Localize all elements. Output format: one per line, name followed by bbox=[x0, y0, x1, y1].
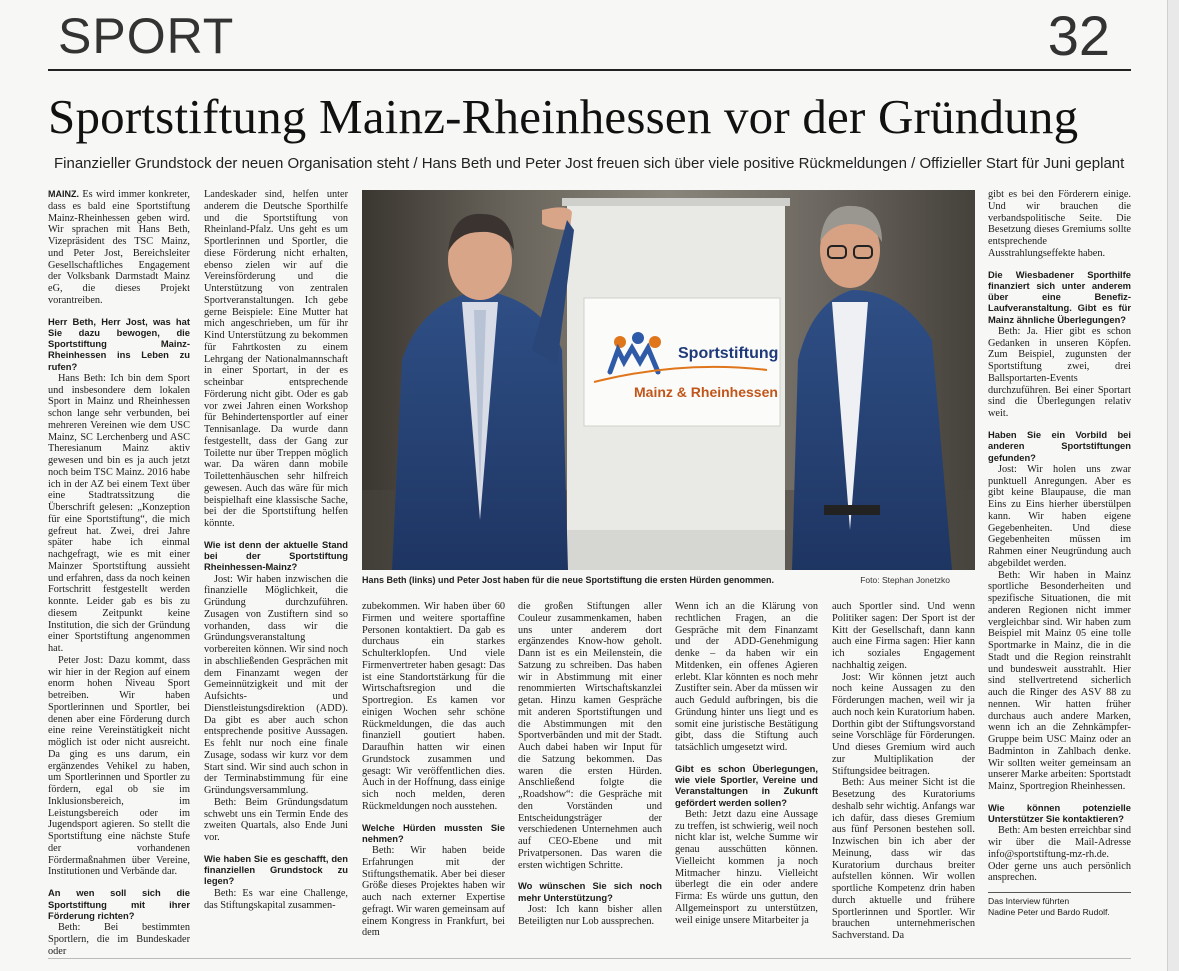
interview-answer: Beth: Am besten erreichbar sind wir über die Mail-Adresse info@sportstiftung-mz-rh.de. Oder gerne uns auch persönlich ansprechen. bbox=[988, 825, 1131, 884]
vertical-scrollbar[interactable] bbox=[1167, 0, 1179, 971]
bottom-rule bbox=[48, 958, 1131, 959]
interview-answer: Jost: Wir holen uns zwar punktuell Anregungen. Aber es gibt keine Blaupause, die man Eins zu Eins hierher überstülpen kann. Wir haben eigene Gegebenheiten. Und diese Gegebenheiten müssen im Rahmen einer Neugründung auch abgebildet werden. bbox=[988, 463, 1131, 569]
article-column-5 bbox=[675, 601, 818, 926]
article-column-7 bbox=[988, 189, 1131, 918]
intro-text: Es wird immer konkreter, dass es bald eine Sportstiftung Mainz-Rheinhessen geben wird. Wir sprachen mit Hans Beth, Vizepräsident des TSC Mainz, und Peter Jost, Bereichsleiter Gesellschaftliches Engagement der Volksbank Darmstadt Mainz eG, die dieses Projekt vorantreiben. bbox=[48, 189, 190, 306]
article-photo bbox=[362, 190, 975, 570]
dateline: MAINZ. bbox=[48, 189, 79, 199]
interview-answer: die großen Stiftungen aller Couleur zusammenkamen, haben uns unter anderem dort ergänzendes Know-how geholt. Dann ist es ein Meilenstein, die Satzung zu schreiben. Das haben wir in Abstimmung mit einer renommierten Wirtschaftskanzlei getan. Hinzu kamen Gespräche mit anderen Sportstiftungen und die Abstimmungen mit den Sportverbänden und mit der Stadt. Auch dabei haben wir Input für die Satzung bekommen. Das waren die ersten Hürden. Anschließend folgte die „Roadshow“: die Gespräche mit den Vorständen und Entscheidungsträger der verschiedenen Unternehmen auch auf CEO-Ebene und mit Privatpersonen. Das waren die ersten wichtigen Schritte. bbox=[518, 601, 662, 871]
interview-question: Die Wiesbadener Sporthilfe finanziert sich unter anderem über eine Benefiz-Laufveranstaltung. Gibt es für Mainz ähnliche Überlegungen? bbox=[988, 268, 1131, 325]
interview-answer: Beth: Wir haben beide Erfahrungen mit der Stiftungsthematik. Aber bei dieser Größe dieses Projektes haben wir auch nach externer Expertise gefragt. Wir waren gemeinsam auf einem Kongress in Frankfurt, bei dem bbox=[362, 845, 505, 939]
article-column-2 bbox=[204, 189, 348, 911]
banner-subtitle: Mainz & Rheinhessen bbox=[634, 384, 778, 400]
interview-question: Herr Beth, Herr Jost, was hat Sie dazu bewogen, die Sportstiftung Mainz-Rheinhessen ins Leben zu rufen? bbox=[48, 315, 190, 372]
interview-answer: Jost: Wir können jetzt auch noch keine Aussagen zu den Förderungen machen, weil wir ja auch noch kein Kuratorium haben. Dorthin gibt der Stiftungsvorstand seine Vorschläge für Förderungen. Und dieses Gremium wird auch zur Multiplikation der Stiftungsidee beitragen. bbox=[832, 671, 975, 777]
interview-answer: Beth: Beim Gründungsdatum schwebt uns ein Termin Ende des zweiten Quartals, also Ende Juni vor. bbox=[204, 796, 348, 844]
interview-answer: Jost: Ich kann bisher allen Beteiligten nur Lob aussprechen. bbox=[518, 903, 662, 927]
headline: Sportstiftung Mainz-Rheinhessen vor der Gründung bbox=[48, 89, 1079, 144]
interview-answer: Beth: Aus meiner Sicht ist die Besetzung des Kuratoriums deshalb sehr wichtig. Anfangs war ich dafür, dass dieses Gremium aus fünf Personen bestehen soll. Inzwischen bin ich aber der Meinung, dass wir das Kuratorium durchaus breiter aufstellen können. Wir wollen sportliche Kompetenz drin haben durch aktuelle und frühere Sportlerinnen und Sportler. Wir brauchen unternehmerischen Sachverstand. Da bbox=[832, 777, 975, 941]
article-column-4 bbox=[518, 601, 662, 927]
interview-question: Gibt es schon Überlegungen, wie viele Sportler, Vereine und Veranstaltungen in Zukunft gefördert werden sollen? bbox=[675, 762, 818, 808]
subheadline: Finanzieller Grundstock der neuen Organisation steht / Hans Beth und Peter Jost freuen sich über viele positive Rückmeldungen / Offizieller Start für Juni geplant bbox=[54, 155, 1125, 172]
credits-line: Nadine Peter und Bardo Rudolf. bbox=[988, 907, 1110, 918]
section-title: SPORT bbox=[58, 8, 235, 64]
interview-answer: gibt es bei den Förderern einige. Und wir brauchen die verbandspolitische Seite. Die Besetzung dieses Gremiums sollte entsprechende Ausstrahlungseffekte haben. bbox=[988, 189, 1131, 259]
interview-answer: Landeskader sind, helfen unter anderem die Deutsche Sporthilfe und die Sportstiftung von Rheinland-Pfalz. Uns geht es um Sportlerinnen und Sportler, die diese Förderung nicht erhalten, ebenso zielen wir auf die Vereinsförderung und die Unterstützung von zentralen Sportveranstaltungen. Ich gebe gerne Beispiele: Eine Mutter hat mich angeschrieben, um für ihr Kind Unterstützung zu bekommen für Fahrtkosten zu einem Lehrgang der Nationalmannschaft in einer Sportart, in der es scheinbar entsprechende Förderung nicht gibt. Oder es gab vor zwei Jahren einen Workshop für Behindertensportler auf einer Tennisanlage. Da wurde dann festgestellt, dass der Gang zur Toilette nur über Treppen möglich war. Da wären dann mobile Toilettenhäuschen sehr hilfreich gewesen. Auch das wäre für mich beispielhaft eine klassische Sache, bei der die Sportstiftung helfen könnte. bbox=[204, 189, 348, 529]
interview-answer: Beth: Wir haben in Mainz sportliche Besonderheiten und spezifische Situationen, die mit anderen Regionen nicht immer vergleichbar sind. Wir haben zum Beispiel mit Mainz 05 eine tolle Sportmarke in Mainz, die in die Stadt und die Region reinstrahlt und bundesweit ausstrahlt. Hier sind stellvertretend sicherlich auch die Ringer des ASV 88 zu nennen. Wir hatten früher durchaus auch andere Marken, wenn ich an die Zehnkämpfer-Gruppe beim USC Mainz oder an Badminton in Zahlbach denke. Wir sollten weiter gemeinsam an unserer Marke arbeiten: Sportstadt Mainz, Sportregion Rheinhessen. bbox=[988, 569, 1131, 793]
interview-answer: Beth: Ja. Hier gibt es schon Gedanken in unseren Köpfen. Zum Beispiel, zugunsten der Sportstiftung zwei, drei Ballsportarten-Events durchzuführen. Bei einer Sportart sind die Überlegungen relativ weit. bbox=[988, 325, 1131, 420]
interview-answer: Jost: Wir haben inzwischen die finanzielle Möglichkeit, die Gründung durchzuführen. Zusagen von Zustiftern sind so vorhanden, dass wir die Gründungsveranstaltung vorbereiten können. Wir sind noch in abschließenden Gesprächen mit dem Finanzamt wegen der Gemeinnützigkeit und mit der Aufsichts- und Dienstleistungsdirektion (ADD). Da gibt es aber auch schon entsprechende positive Aussagen. Es fehlt nur noch eine finale Zusage, sodass wir kurz vor dem Start sind. Wir sind auch schon in der Terminabstimmung für eine Gründungsversammlung. bbox=[204, 573, 348, 797]
interview-answer: Beth: Bei bestimmten Sportlern, die im Bundeskader oder bbox=[48, 922, 190, 957]
credits-line: Das Interview führten bbox=[988, 896, 1070, 907]
interview-question: Wie haben Sie es geschafft, den finanziellen Grundstock zu legen? bbox=[204, 852, 348, 887]
article-column-3 bbox=[362, 601, 505, 939]
interview-question: Wie ist denn der aktuelle Stand bei der Sportstiftung Rheinhessen-Mainz? bbox=[204, 538, 348, 573]
interview-question: Welche Hürden mussten Sie nehmen? bbox=[362, 821, 505, 844]
page-number: 32 bbox=[1047, 4, 1110, 67]
article-column-1 bbox=[48, 189, 190, 957]
intro-paragraph bbox=[48, 189, 190, 307]
interview-question: Wie können potenzielle Unterstützer Sie kontaktieren? bbox=[988, 801, 1131, 825]
interview-answer: Hans Beth: Ich bin dem Sport und insbesondere dem lokalen Sport in Mainz und Rheinhessen schon lange sehr verbunden, bei mehreren Vereinen wie dem USC Mainz, SC Lerchenberg und ASC Theresianum Mainz aktiv gewesen und bin es ja auch jetzt noch beim TSC Mainz. 2016 habe ich in der AZ bei einem Text über eine Stadtratssitzung die Überschrift gelesen: „Konzeption für eine Sportstiftung“, die mich gefreut hat. Zwei, drei Jahre später habe ich einmal nachgefragt, wie es mit einer Mainzer Sportstiftung aussieht und erfahren, dass da noch keinen Fortschritt festgestellt werden konnte. Leider gab es bis zu diesem Zeitpunkt keine Institution, die sich der Gründung einer Sportstiftung angenommen hat. bbox=[48, 372, 190, 655]
interview-answer: Beth: Jetzt dazu eine Aussage zu treffen, ist schwierig, weil noch nicht klar ist, welche Summe wir genau ausschütten können. Vielleicht kommen ja noch Mitmacher hinzu. Vielleicht überlegt die ein oder andere Firma: Es würde uns guttun, den Allgemeinsport zu unterstützen, weil einige unsere Mitarbeiter ja bbox=[675, 808, 818, 926]
interview-answer: zubekommen. Wir haben über 60 Firmen und weitere sportaffine Personen kontaktiert. Da gab es durchaus ein starkes Schulterklopfen. Und viele Firmenvertreter haben gesagt: Das ist eine Standortstärkung für die Wirtschaftsregion und die Sportregion. Es kamen vor einigen Wochen sehr schöne Rückmeldungen, die das auch finanziell goutiert haben. Daraufhin hatten wir einen Grundstock zusammen und gesagt: Wir veröffentlichen dies. Auch in der Hoffnung, dass einige sich noch melden, deren Rückmeldungen noch ausstehen. bbox=[362, 601, 505, 812]
photo-credit: Foto: Stephan Jonetzko bbox=[860, 575, 950, 585]
interview-question: An wen soll sich die Sportstiftung mit ihrer Förderung richten? bbox=[48, 887, 190, 921]
interview-answer: auch Sportler sind. Und wenn Politiker sagen: Der Sport ist der Kitt der Gesellschaft, dann kann auch eine Firma sagen: Hier kann ich soziales Engagement nachhaltig zeigen. bbox=[832, 601, 975, 671]
interview-question: Wo wünschen Sie sich noch mehr Unterstützung? bbox=[518, 880, 662, 903]
article-column-6 bbox=[832, 601, 975, 942]
interview-answer: Peter Jost: Dazu kommt, dass wir hier in der Region auf einem enorm hohen Niveau Sport betreiben. Wir haben Sportlerinnen und Sportler, bei denen aber eine Förderung durch eine reine Vereinstätigkeit nicht möglich ist oder nicht ausreicht. Da ging es uns darum, ein ergänzendes Vehikel zu haben, um Sportlerinnen und Sportler zu fördern, egal ob sie im Inklusionsbereich, im Leistungsbereich oder im Jugendsport agieren. So stellt die Sportstiftung eine nächste Stufe der vorhandenen Fördermaßnahmen über Vereine, Institutionen und Verbände dar. bbox=[48, 654, 190, 878]
interview-answer: Wenn ich an die Klärung von rechtlichen Fragen, an die Gespräche mit dem Finanzamt und der ADD-Genehmigung denke – da haben wir ein Mitdenken, ein offenes Agieren erlebt. Klar könnten es noch mehr Zustifter sein. Aber da müssen wir auch Geduld aufbringen, bis die Gründung hinter uns liegt und es somit eine juristische Bestätigung gibt, dass die Stiftung auch tatsächlich umgesetzt wird. bbox=[675, 601, 818, 753]
interview-question: Haben Sie ein Vorbild bei anderen Sportstiftungen gefunden? bbox=[988, 428, 1131, 463]
interview-answer: Beth: Es war eine Challenge, das Stiftungskapital zusammen- bbox=[204, 887, 348, 911]
banner-title: Sportstiftung bbox=[678, 345, 779, 362]
interview-credits bbox=[988, 892, 1131, 918]
header-rule bbox=[48, 69, 1131, 71]
photo-caption: Hans Beth (links) und Peter Jost haben für die neue Sportstiftung die ersten Hürden genommen. bbox=[362, 575, 775, 585]
